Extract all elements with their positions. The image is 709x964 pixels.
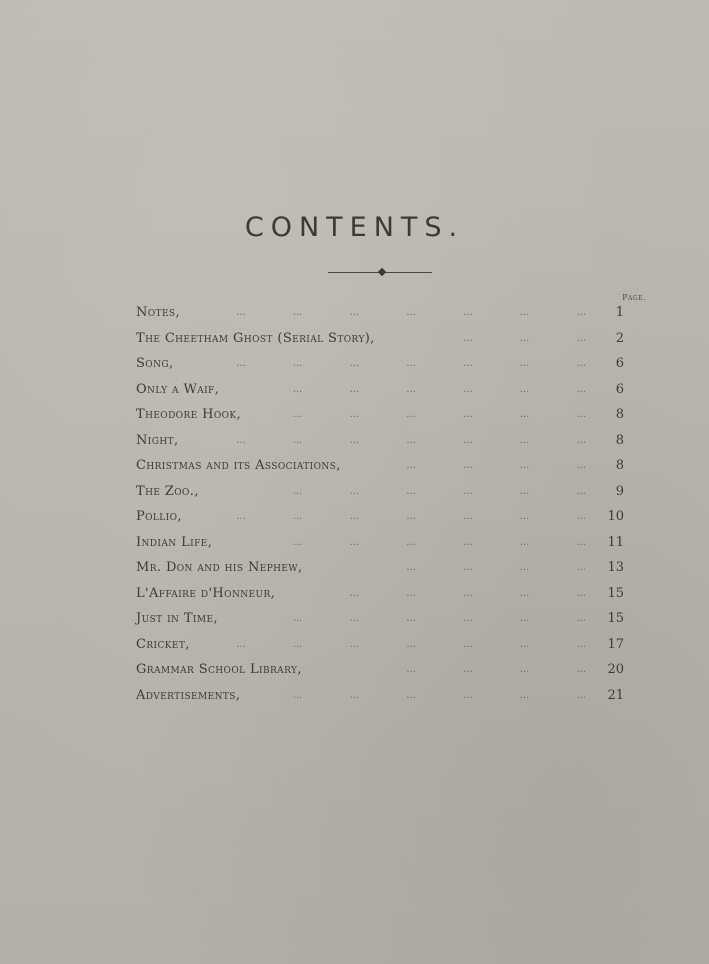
toc-entry-page: 8 (615, 407, 624, 422)
page-column-header: Page. (622, 293, 646, 302)
toc-row (136, 530, 626, 556)
toc-row (136, 581, 626, 607)
toc-entry-page: 15 (607, 611, 624, 626)
toc-entry-title: Pollio, (136, 509, 182, 524)
dot-leader: ... ... ... ... ... ... ... (236, 358, 586, 369)
toc-entry-title: Night, (136, 432, 179, 448)
dot-leader: ... ... ... ... (406, 664, 586, 675)
toc-entry-page: 8 (615, 458, 624, 473)
toc-entry-page: 6 (615, 356, 624, 371)
toc-entry-page: 11 (607, 534, 624, 550)
toc-entry-page: 6 (615, 381, 624, 397)
toc-entry-title: Notes, (136, 305, 181, 320)
toc-entry-title: Theodore Hook, (136, 407, 242, 422)
dot-leader: ... ... ... ... ... ... ... (236, 434, 586, 446)
toc-row (136, 402, 626, 428)
toc-entry-title: Indian Life, (136, 534, 213, 550)
dot-leader: ... ... ... ... ... ... (292, 536, 586, 548)
toc-entry-title: The Cheetham Ghost (Serial Story), (136, 330, 375, 346)
toc-entry-page: 21 (607, 687, 624, 703)
table-of-contents (136, 300, 626, 708)
dot-leader: ... ... ... ... ... ... (292, 485, 586, 497)
toc-row (136, 326, 626, 352)
toc-entry-page: 9 (615, 483, 624, 499)
toc-entry-page: 15 (607, 585, 624, 601)
toc-entry-title: L'Affaire d'Honneur, (136, 585, 276, 601)
toc-row (136, 606, 626, 632)
dot-leader: ... ... ... ... (406, 562, 586, 573)
dot-leader: ... ... ... ... ... ... (292, 383, 586, 395)
toc-entry-title: Grammar School Library, (136, 662, 302, 677)
toc-entry-page: 10 (607, 509, 624, 524)
toc-row (136, 683, 626, 709)
toc-entry-page: 8 (615, 432, 624, 448)
toc-row (136, 657, 626, 683)
toc-row (136, 504, 626, 530)
dot-leader: ... ... ... ... ... ... (292, 409, 586, 420)
toc-entry-title: Just in Time, (136, 611, 219, 626)
rule-ornament (378, 268, 386, 276)
toc-row (136, 300, 626, 326)
toc-entry-page: 17 (607, 636, 624, 652)
dot-leader: ... ... ... ... ... ... ... (236, 307, 586, 318)
toc-entry-title: Advertisements, (136, 687, 241, 703)
toc-entry-title: Cricket, (136, 636, 190, 652)
toc-entry-page: 1 (615, 305, 624, 320)
toc-entry-page: 2 (615, 330, 624, 346)
toc-row (136, 632, 626, 658)
toc-entry-title: Only a Waif, (136, 381, 220, 397)
toc-row (136, 377, 626, 403)
toc-row (136, 428, 626, 454)
dot-leader: ... ... ... ... (406, 460, 586, 471)
dot-leader: ... ... ... (463, 332, 586, 344)
dot-leader: ... ... ... ... ... ... ... (236, 638, 586, 650)
page-title: CONTENTS. (244, 212, 465, 243)
dot-leader: ... ... ... ... ... ... (292, 689, 586, 701)
dot-leader: ... ... ... ... ... ... (292, 613, 586, 624)
toc-entry-page: 13 (607, 560, 624, 575)
toc-entry-title: The Zoo., (136, 483, 199, 499)
toc-row (136, 555, 626, 581)
toc-row (136, 351, 626, 377)
toc-row (136, 453, 626, 479)
toc-entry-title: Song, (136, 356, 174, 371)
toc-entry-title: Christmas and its Associations, (136, 458, 341, 473)
toc-entry-page: 20 (607, 662, 624, 677)
dot-leader: ... ... ... ... ... (349, 587, 586, 599)
toc-entry-title: Mr. Don and his Nephew, (136, 560, 303, 575)
toc-row (136, 479, 626, 505)
dot-leader: ... ... ... ... ... ... ... (236, 511, 586, 522)
